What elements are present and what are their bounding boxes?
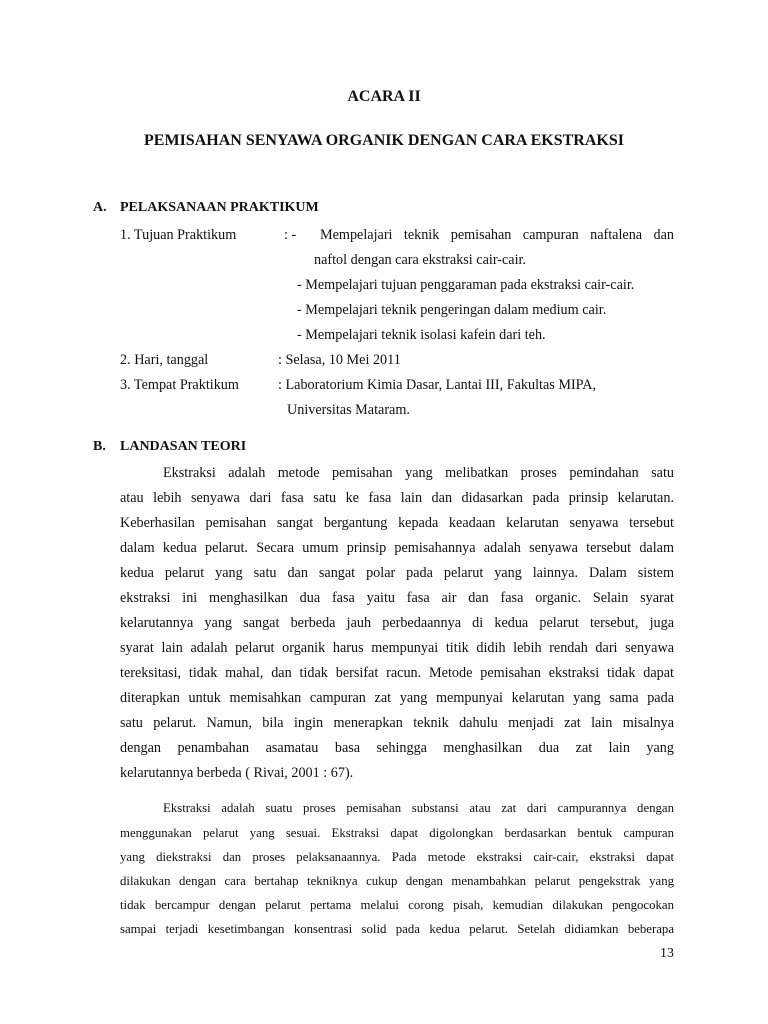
paragraph-line: tereksitasi, tidak mahal, dan tidak bersifat racun. Metode pemisahan ekstraksi tidak dapat: [120, 665, 674, 681]
tujuan-item: - Mempelajari tujuan penggaraman pada ekstraksi cair-cair.: [297, 277, 635, 293]
paragraph-line: dalam kedua pelarut. Secara umum prinsip pemisahannya adalah senyawa tersebut dalam: [120, 540, 674, 556]
paragraph-line: sampai terjadi kesetimbangan konsentrasi solid pada kedua pelarut. Setelah didiamkan beberapa: [120, 922, 674, 936]
tujuan-label: 1. Tujuan Praktikum: [120, 227, 237, 243]
section-b-title: LANDASAN TEORI: [120, 439, 247, 454]
paragraph-line: kelarutannya berbeda ( Rivai, 2001 : 67).: [120, 765, 354, 781]
tujuan-item: - Mempelajari teknik isolasi kafein dari teh.: [297, 327, 546, 343]
section-b-letter: B.: [93, 439, 106, 454]
tujuan-first: Mempelajari teknik pemisahan campuran naftalena dan: [320, 227, 674, 243]
paragraph-line: Ekstraksi adalah metode pemisahan yang melibatkan proses pemindahan satu: [163, 465, 674, 481]
paragraph-line: kedua pelarut yang satu dan sangat polar pada pelarut yang lainnya. Dalam sistem: [120, 565, 674, 581]
paragraph-line: ekstraksi ini menghasilkan dua fasa yaitu fasa air dan fasa organic. Selain syarat: [120, 590, 674, 606]
page-title: PEMISAHAN SENYAWA ORGANIK DENGAN CARA EKSTRAKSI: [144, 132, 624, 149]
section-a-letter: A.: [93, 200, 107, 215]
paragraph-line: satu pelarut. Namun, bila ingin menerapkan teknik dahulu menjadi zat lain misalnya: [120, 715, 674, 731]
tujuan-item: - Mempelajari teknik pengeringan dalam medium cair.: [297, 302, 607, 318]
paragraph-line: Keberhasilan pemisahan sangat bergantung kepada keadaan kelarutan senyawa tersebut: [120, 515, 674, 531]
paragraph-line: tidak bercampur dengan pelarut pertama melalui corong pisah, kemudian dilakukan pengocokan: [120, 898, 674, 912]
paragraph-line: dilakukan dengan cara bertahap tekniknya cukup dengan menambahkan pelarut pengekstrak yang: [120, 874, 674, 888]
tempat-value-cont: Universitas Mataram.: [287, 402, 410, 418]
paragraph-line: diterapkan untuk memisahkan campuran zat yang mempunyai kelarutan yang sama pada: [120, 690, 674, 706]
hari-label: 2. Hari, tanggal: [120, 352, 209, 368]
tempat-label: 3. Tempat Praktikum: [120, 377, 239, 393]
paragraph-line: dengan penambahan asamatau basa sehingga menghasilkan dua zat lain yang: [120, 740, 674, 756]
paragraph-line: syarat lain adalah pelarut organik harus mempunyai titik didih lebih rendah dari senyawa: [120, 640, 674, 656]
paragraph-line: Ekstraksi adalah suatu proses pemisahan substansi atau zat dari campurannya dengan: [163, 801, 674, 815]
paragraph-line: menggunakan pelarut yang sesuai. Ekstraksi dapat digolongkan berdasarkan bentuk campuran: [120, 826, 674, 840]
paragraph-line: atau lebih senyawa dari fasa satu ke fasa lain dan didasarkan pada prinsip kelarutan.: [120, 490, 674, 506]
paragraph-line: kelarutannya yang sangat berbeda jauh perbedaannya di kedua pelarut tersebut, juga: [120, 615, 674, 631]
paragraph-line: yang diekstraksi dan proses pelaksanaannya. Pada metode ekstraksi cair-cair, ekstraksi dapat: [120, 850, 674, 864]
section-a-title: PELAKSANAAN PRAKTIKUM: [120, 200, 319, 215]
page-number: 13: [660, 946, 674, 961]
tujuan-first-cont: naftol dengan cara ekstraksi cair-cair.: [314, 252, 527, 268]
acara-title: ACARA II: [347, 88, 421, 105]
tempat-value: : Laboratorium Kimia Dasar, Lantai III, Fakultas MIPA,: [278, 377, 597, 393]
tujuan-colon: : -: [284, 227, 297, 243]
hari-value: : Selasa, 10 Mei 2011: [278, 352, 401, 368]
